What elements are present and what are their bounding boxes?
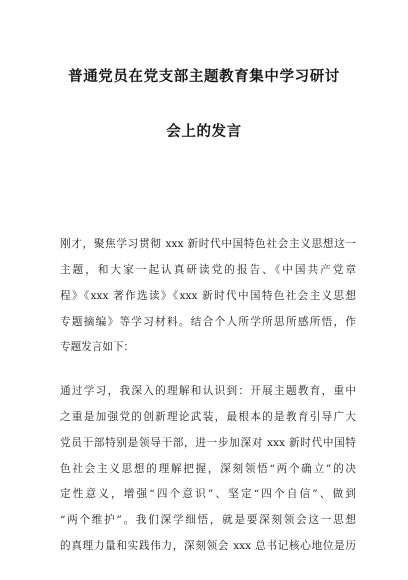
paragraph-1-line: 刚才，聚焦学习贯彻 xxx 新时代中国特色社会主义思想这一: [60, 238, 356, 250]
paragraph-2-line: 色社会主义思想的理解把握，深刻领悟“两个确立”的决: [60, 463, 356, 475]
paragraph-2-line: 党员干部特别是领导干部，进一步加深对 xxx 新时代中国特: [60, 437, 356, 449]
paragraph-2-line: 的真理力量和实践伟力，深刻领会 xxx 总书记核心地位是历: [60, 540, 356, 552]
paragraph-1-line: 程》《xxx 著作选读》《xxx 新时代中国特色社会主义思想: [60, 290, 356, 302]
paragraph-2-line: 定性意义，增强“四个意识”、坚定“四个自信”、做到: [60, 488, 356, 500]
paragraph-1-line: 主题，和大家一起认真研读党的报告、《中国共产党章: [60, 264, 356, 276]
document-title-line-1: 普通党员在党支部主题教育集中学习研讨: [68, 69, 340, 85]
paragraph-1-line: 专题发言如下：: [60, 341, 135, 353]
paragraph-2-line: “两个维护”。我们深学细悟，就是要深刻领会这一思想: [60, 514, 356, 526]
paragraph-2-line: 之重是加强党的创新理论武装，最根本的是教育引导广大: [60, 411, 356, 423]
document-title-line-2: 会上的发言: [166, 124, 242, 140]
paragraph-2-line: 通过学习，我深入的理解和认识到：开展主题教育，重中: [60, 385, 356, 397]
paragraph-1-line: 专题摘编》等学习材料。结合个人所学所思所感所悟，作: [60, 316, 356, 328]
